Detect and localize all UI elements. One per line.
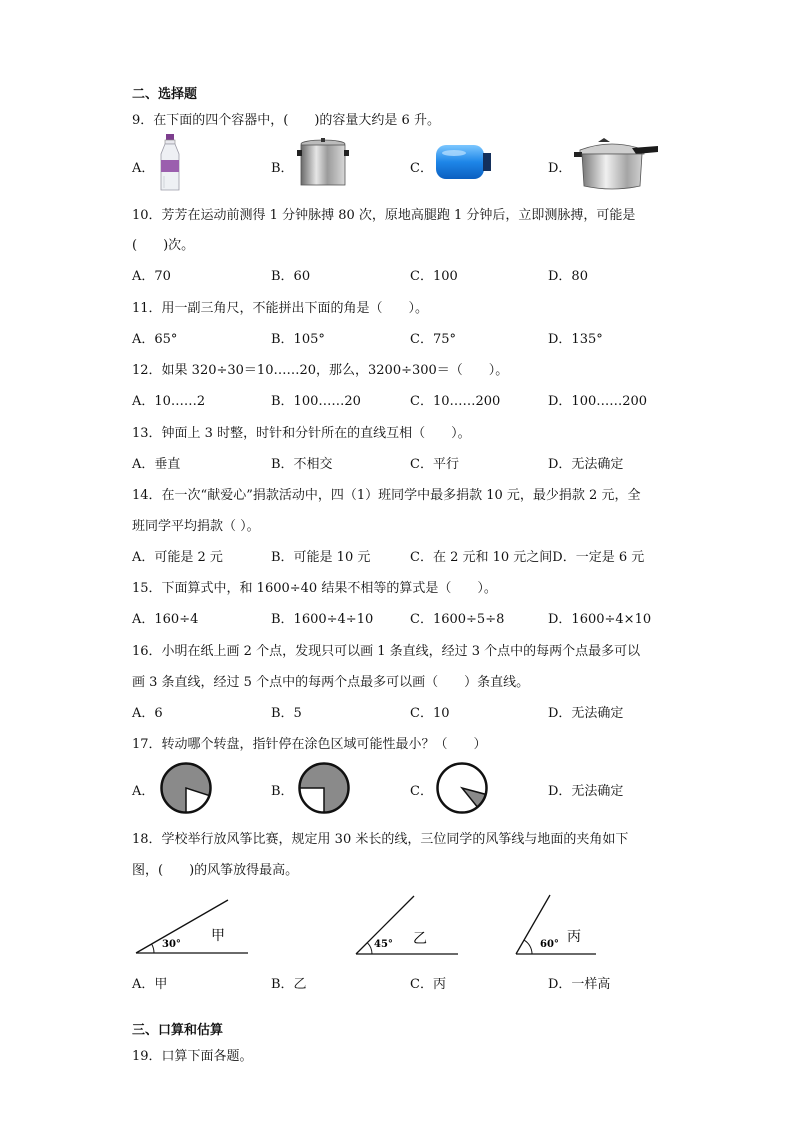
angle-label-60: 60°: [540, 939, 559, 950]
q14-option-b[interactable]: B．可能是 10 元: [271, 550, 371, 565]
question-11-text: 11．用一副三角尺，不能拼出下面的角是（ ）。: [132, 301, 429, 316]
q10-option-b[interactable]: B．60: [271, 269, 311, 284]
q9-option-a[interactable]: A．: [132, 161, 155, 176]
kite-name-jia: 甲: [211, 928, 225, 944]
stock-pot-icon: [297, 138, 349, 188]
question-12-text: 12．如果 320÷30＝10……20，那么，3200÷300＝（ ）。: [132, 363, 509, 378]
spinner-c: [436, 762, 488, 814]
q9-option-c[interactable]: C．: [410, 161, 433, 176]
q10-option-a[interactable]: A．70: [132, 269, 171, 284]
q11-option-b[interactable]: B．105°: [271, 332, 325, 347]
q14-option-c-d[interactable]: C．在 2 元和 10 元之间D．一定是 6 元: [410, 550, 645, 565]
q17-option-d[interactable]: D．无法确定: [548, 784, 624, 799]
q16-option-b[interactable]: B．5: [271, 706, 302, 721]
kite-angle-figure-yi: [352, 890, 462, 960]
question-14-line2: 班同学平均捐款（ ）。: [132, 519, 260, 534]
question-16-line1: 16．小明在纸上画 2 个点，发现只可以画 1 条直线，经过 3 个点中的每两个点最多可以: [132, 644, 641, 659]
q10-option-c[interactable]: C．100: [410, 269, 458, 284]
angle-label-30: 30°: [162, 939, 181, 950]
angle-label-45: 45°: [374, 939, 393, 950]
section-title-choice: 二、选择题: [132, 87, 198, 102]
kite-name-bing: 丙: [567, 929, 581, 945]
q16-option-a[interactable]: A．6: [132, 706, 163, 721]
question-10-line1: 10．芳芳在运动前测得 1 分钟脉搏 80 次，原地高腿跑 1 分钟后，立即测脉搏，可能是: [132, 208, 636, 223]
q13-option-c[interactable]: C．平行: [410, 457, 459, 472]
q18-option-d[interactable]: D．一样高: [548, 977, 611, 992]
q14-option-a[interactable]: A．可能是 2 元: [132, 550, 223, 565]
question-19-text: 19．口算下面各题。: [132, 1049, 253, 1064]
kite-name-yi: 乙: [413, 931, 427, 947]
q9-option-d[interactable]: D．: [548, 161, 572, 176]
q11-option-c[interactable]: C．75°: [410, 332, 456, 347]
water-bottle-icon: [158, 134, 182, 192]
pressure-cooker-icon: [572, 138, 658, 192]
q15-option-b[interactable]: B．1600÷4÷10: [271, 612, 374, 627]
question-18-line2: 图，( )的风筝放得最高。: [132, 863, 299, 878]
q12-option-b[interactable]: B．100……20: [271, 394, 361, 409]
q16-option-c[interactable]: C．10: [410, 706, 450, 721]
q13-option-d[interactable]: D．无法确定: [548, 457, 624, 472]
q15-option-a[interactable]: A．160÷4: [132, 612, 199, 627]
q12-option-c[interactable]: C．10……200: [410, 394, 501, 409]
spinner-a: [160, 762, 212, 814]
question-10-line2: ( )次。: [132, 238, 195, 253]
q15-option-d[interactable]: D．1600÷4×10: [548, 612, 652, 627]
q18-option-b[interactable]: B．乙: [271, 977, 307, 992]
q13-option-b[interactable]: B．不相交: [271, 457, 333, 472]
question-15-text: 15．下面算式中，和 1600÷40 结果不相等的算式是（ ）。: [132, 581, 497, 596]
question-16-line2: 画 3 条直线，经过 5 个点中的每两个点最多可以画（ ）条直线。: [132, 675, 530, 690]
kite-angle-figure-bing: [512, 890, 622, 960]
q12-option-a[interactable]: A．10……2: [132, 394, 206, 409]
question-18-line1: 18．学校举行放风筝比赛，规定用 30 米长的线，三位同学的风筝线与地面的夹角如下: [132, 832, 629, 847]
q16-option-d[interactable]: D．无法确定: [548, 706, 624, 721]
q18-option-a[interactable]: A．甲: [132, 977, 168, 992]
question-9-text: 9．在下面的四个容器中，( )的容量大约是 6 升。: [132, 113, 440, 128]
q13-option-a[interactable]: A．垂直: [132, 457, 181, 472]
q15-option-c[interactable]: C．1600÷5÷8: [410, 612, 505, 627]
question-14-line1: 14．在一次“献爱心”捐款活动中，四（1）班同学中最多捐款 10 元，最少捐款 2 元，全: [132, 488, 641, 503]
q9-option-b[interactable]: B．: [271, 161, 294, 176]
q17-option-a[interactable]: A．: [132, 784, 155, 799]
q11-option-a[interactable]: A．65°: [132, 332, 178, 347]
question-17-text: 17．转动哪个转盘，指针停在涂色区域可能性最小？（ ）: [132, 737, 487, 752]
q12-option-d[interactable]: D．100……200: [548, 394, 648, 409]
q11-option-d[interactable]: D．135°: [548, 332, 603, 347]
q10-option-d[interactable]: D．80: [548, 269, 588, 284]
question-13-text: 13．钟面上 3 时整，时针和分针所在的直线互相（ ）。: [132, 426, 471, 441]
q18-option-c[interactable]: C．丙: [410, 977, 446, 992]
spinner-c-shaded: [462, 788, 486, 807]
spinner-b: [298, 762, 350, 814]
kite-angle-figure-jia: [132, 895, 252, 959]
q17-option-c[interactable]: C．: [410, 784, 433, 799]
q17-option-b[interactable]: B．: [271, 784, 294, 799]
section-title-oral-calc: 三、口算和估算: [132, 1023, 224, 1038]
water-barrel-icon: [434, 141, 492, 183]
